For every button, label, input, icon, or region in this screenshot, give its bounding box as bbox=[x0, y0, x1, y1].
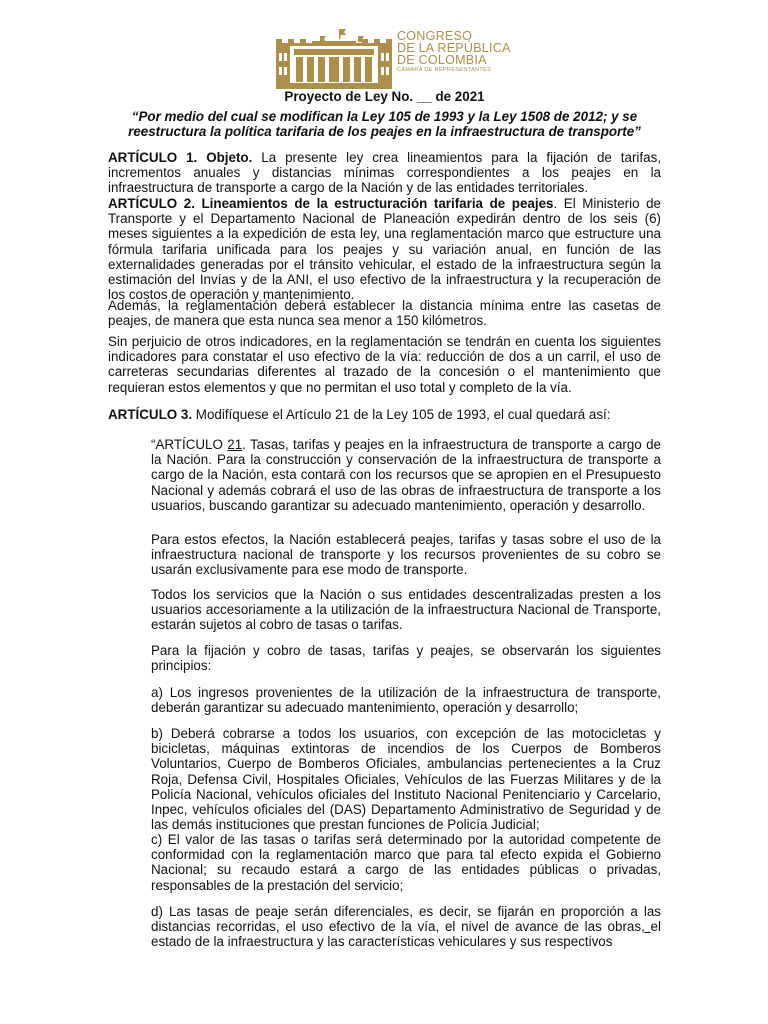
principle-d-part1: d) Las tasas de peaje serán diferenciales, es decir, se fijarán en proporción a las distancias recorridas, el uso efectivo de la vía, el nivel de avance de las obras bbox=[151, 904, 661, 935]
principle-a: a) Los ingresos provenientes de la utilización de la infraestructura de transporte, deberán garantizar su adecuado mantenimiento, operación y desarrollo; bbox=[151, 685, 661, 716]
logo-line-camara: CÁMARA DE REPRESENTANTES bbox=[397, 67, 492, 74]
principle-b: b) Deberá cobrarse a todos los usuarios, con excepción de las motocicletas y bicicletas, máquinas extintoras de incendios de los Cuerpos de Bomberos Voluntarios, Cuerpo de Bomberos Oficiales, ambulancias pertenecientes a la Cruz Roja, Defensa Civil, Hospitales Oficiales, Vehículos de las Fuerzas Militares y de la Policía Nacional, vehículos oficiales del Instituto Nacional Penitenciario y Carcelario, Inpec, vehículos oficiales del (DAS) Departamento Administrativo de Seguridad y de las demás instituciones que prestan funciones de Policía Judicial; bbox=[151, 726, 661, 833]
quoted-paragraph-2: Para estos efectos, la Nación establecerá peajes, tarifas y tasas sobre el uso de la infraestructura nacional de transporte y los recursos provenientes de su cobro se usarán exclusivamente para ese modo de transporte. bbox=[151, 532, 661, 578]
quoted-article-text: . Tasas, tarifas y peajes en la infraestructura de transporte a cargo de la Nación. Para la construcción y conservación de la infraestructura de transporte a cargo de la Nación, esta contará con los recursos que se apropien en el Presupuesto Nacional y además cobrará el uso de las obras de infraestructura de transporte a los usuarios, buscando garantizar su adecuado mantenimiento, operación y desarrollo. bbox=[151, 437, 661, 513]
quoted-paragraph-3: Todos los servicios que la Nación o sus entidades descentralizadas presten a los usuarios accesoriamente a la utilización de la infraestructura Nacional de Transporte, estarán sujetos al cobro de tasas o tarifas. bbox=[151, 587, 661, 633]
paragraph-distance: Además, la reglamentación deberá establecer la distancia mínima entre las casetas de peajes, de manera que esta nunca sea menor a 150 kilómetros. bbox=[108, 298, 661, 329]
principle-d-part2: el estado de la infraestructura y las características vehiculares y sus respectivos bbox=[151, 919, 661, 950]
capitol-building-icon bbox=[276, 27, 392, 89]
principle-c: c) El valor de las tasas o tarifas será determinado por la autoridad competente de conformidad con la reglamentación marco que para tal efecto expida el Gobierno Nacional; su recaudo estará a cargo de las entidades públicas o privadas, responsables de la prestación del servicio; bbox=[151, 832, 661, 893]
paragraph-indicators: Sin perjuicio de otros indicadores, en la reglamentación se tendrán en cuenta los siguientes indicadores para constatar el uso efectivo de la vía: reducción de dos a un carril, el uso de carreteras secundarias diferentes al trazado de la concesión o el mantenimiento que requieran estos elementos y que no permitan el uso total y completo de la vía. bbox=[108, 334, 661, 395]
bill-number: Proyecto de Ley No. __ de 2021 bbox=[284, 89, 485, 104]
congress-logo bbox=[276, 27, 512, 89]
quoted-article-prefix: “ARTÍCULO bbox=[151, 437, 228, 452]
logo-line-colombia: DE COLOMBIA bbox=[397, 52, 487, 67]
bill-title: “Por medio del cual se modifican la Ley 105 de 1993 y la Ley 1508 de 2012; y se reestructura la política tarifaria de los peajes en la infraestructura de transporte” bbox=[128, 109, 641, 140]
principle-d-comma: , bbox=[641, 919, 651, 935]
article-1-text: La presente ley crea lineamientos para la fijación de tarifas, incrementos anuales y distancias mínimas correspondientes a los peajes en la infraestructura de transporte a cargo de la Nación y de las entidades territoriales. bbox=[108, 150, 661, 196]
article-3-text: Modifíquese el Artículo 21 de la Ley 105 de 1993, el cual quedará así: bbox=[192, 407, 611, 422]
quoted-article-21 bbox=[151, 437, 661, 513]
quoted-paragraph-4: Para la fijación y cobro de tasas, tarifas y peajes, se observarán los siguientes principios: bbox=[151, 643, 661, 674]
congress-logo-text bbox=[397, 27, 517, 89]
article-3 bbox=[108, 407, 661, 422]
article-2-text: . El Ministerio de Transporte y el Departamento Nacional de Planeación expedirán dentro de los seis (6) meses siguientes a la expedición de esta ley, una reglamentación marco que estructure una fórmula tarifaria unificada para los peajes y su variación anual, en función de las externalidades generadas por el tránsito vehicular, el estado de la infraestructura según la estimación del Invías y de la ANI, el uso efectivo de la infraestructura y la recuperación de los costos de operación y mantenimiento. bbox=[108, 196, 661, 303]
quoted-article-number: 21 bbox=[227, 437, 243, 452]
article-1-label: ARTÍCULO 1. Objeto. bbox=[108, 150, 253, 165]
logo-line-republica: DE LA REPÚBLICA bbox=[397, 40, 511, 55]
article-3-label: ARTÍCULO 3. bbox=[108, 407, 193, 422]
article-2 bbox=[108, 196, 661, 302]
principle-d bbox=[151, 904, 661, 950]
article-1 bbox=[108, 150, 661, 196]
logo-line-congreso: CONGRESO bbox=[397, 29, 473, 43]
article-2-label: ARTÍCULO 2. Lineamientos de la estructuración tarifaria de peajes bbox=[108, 196, 554, 211]
